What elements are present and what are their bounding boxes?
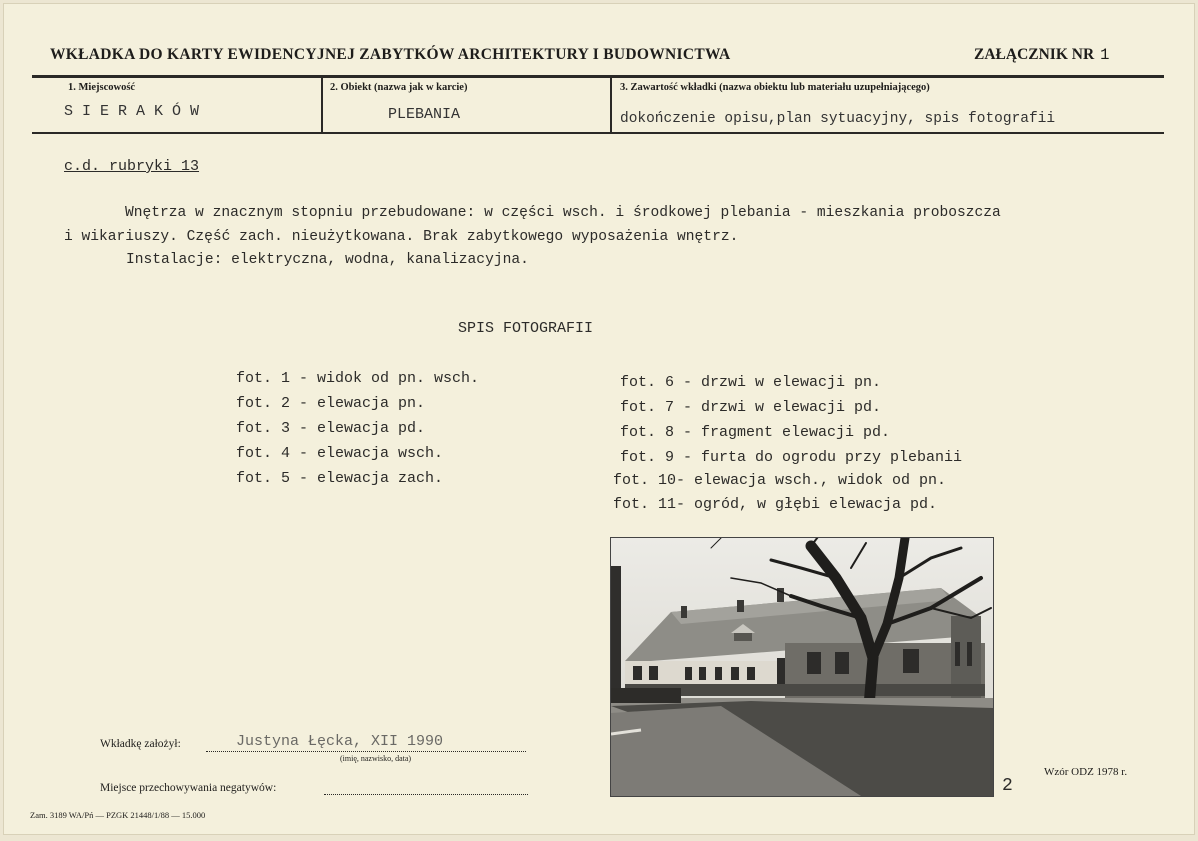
- building-photo: [610, 537, 994, 797]
- template-label: Wzór ODZ 1978 r.: [1044, 766, 1128, 778]
- table-top-rule: [32, 75, 1164, 78]
- continuation-heading: c.d. rubryki 13: [64, 158, 200, 175]
- photo-number: 2: [1002, 776, 1013, 796]
- photo-list-item: fot. 1 - widok od pn. wsch.: [236, 370, 480, 387]
- negatives-dotted-line: [324, 794, 528, 795]
- author-dotted-line: [206, 751, 526, 752]
- photo-list-item: fot. 8 - fragment elewacji pd.: [620, 424, 891, 441]
- photo-list-item: fot. 2 - elewacja pn.: [236, 395, 426, 412]
- content-value: dokończenie opisu,plan sytuacyjny, spis fotografii: [620, 111, 1056, 127]
- table-bottom-rule: [32, 132, 1164, 134]
- print-info: Zam. 3189 WA/Pń — PZGK 21448/1/88 — 15.000: [30, 810, 206, 820]
- body-line-1: Wnętrza w znacznym stopniu przebudowane: w części wsch. i środkowej plebania - mieszkania proboszcza: [125, 205, 1001, 221]
- photo-list-item: fot. 6 - drzwi w elewacji pn.: [620, 374, 882, 391]
- form-title: WKŁADKA DO KARTY EWIDENCYJNEJ ZABYTKÓW ARCHITEKTURY I BUDOWNICTWA: [50, 46, 731, 63]
- photo-list-item: fot. 3 - elewacja pd.: [236, 420, 426, 437]
- place-label: 1. Miejscowość: [68, 82, 136, 93]
- photo-list-item: fot. 9 - furta do ogrodu przy plebanii: [620, 449, 963, 466]
- annex-label-text: ZAŁĄCZNIK NR: [974, 46, 1095, 63]
- photo-list-item: fot. 5 - elewacja zach.: [236, 470, 444, 487]
- content-label: 3. Zawartość wkładki (nazwa obiektu lub materiału uzupełniającego): [620, 82, 930, 93]
- photo-list-item: fot. 7 - drzwi w elewacji pd.: [620, 399, 882, 416]
- document-page: [3, 3, 1195, 835]
- photo-list-item: fot. 11- ogród, w głębi elewacja pd.: [613, 496, 938, 513]
- photo-list-title: SPIS FOTOGRAFII: [458, 320, 594, 337]
- table-divider-1: [321, 77, 323, 133]
- negatives-label: Miejsce przechowywania negatywów:: [100, 782, 277, 794]
- annex-label: [974, 46, 1109, 64]
- author-value: Justyna Łęcka, XII 1990: [236, 733, 444, 750]
- building-photo-image: [611, 538, 993, 796]
- body-line-3: Instalacje: elektryczna, wodna, kanalizacyjna.: [126, 252, 529, 268]
- photo-list-item: fot. 4 - elewacja wsch.: [236, 445, 444, 462]
- object-label: 2. Obiekt (nazwa jak w karcie): [330, 82, 468, 93]
- author-hint: (imię, nazwisko, data): [340, 754, 412, 763]
- table-divider-2: [610, 77, 612, 133]
- author-label: Wkładkę założył:: [100, 738, 181, 750]
- object-value: PLEBANIA: [388, 106, 461, 123]
- place-value: SIERAKÓW: [64, 103, 209, 120]
- photo-list-item: fot. 10- elewacja wsch., widok od pn.: [613, 472, 947, 489]
- annex-number: 1: [1100, 46, 1110, 64]
- body-line-2: i wikariuszy. Część zach. nieużytkowana. Brak zabytkowego wyposażenia wnętrz.: [64, 229, 739, 245]
